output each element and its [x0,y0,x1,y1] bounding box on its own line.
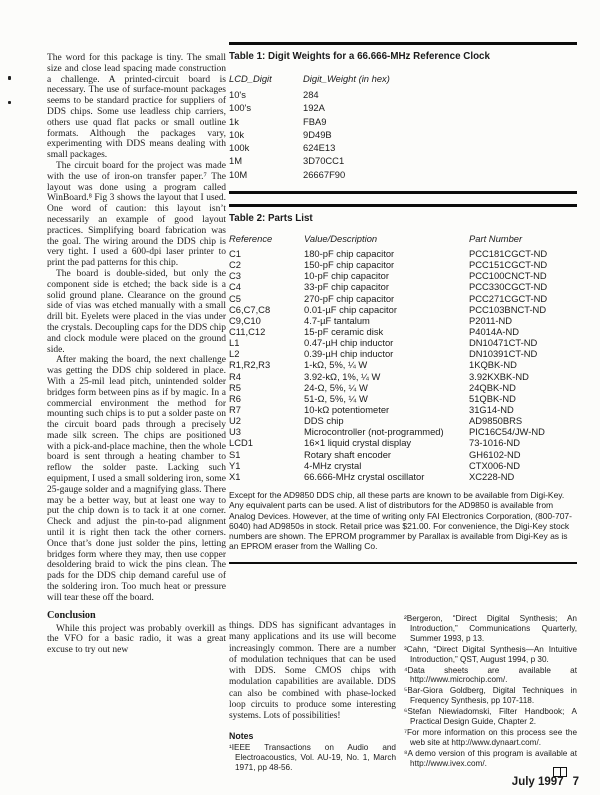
scan-artifact [8,76,11,80]
table-1-body [229,88,577,181]
reference-item: ³Cahn, “Direct Digital Synthesis—An Intuitive Introduction,” QST, August 1994, p 30. [404,644,577,664]
cell-part-number: DN10471CT-ND [469,337,538,349]
cell-reference: C1 [229,248,241,259]
body-paragraph: After making the board, the next challenge was getting the DDS chip soldered in place. With a 25-mil lead pitch, unintended solder bridges form between pins as if by magic. In a commercial environment the method for mounting such chips is to put a solder paste on the circuit board pads through a precisely made silk screen. The chips are positioned with a pick-and-place machine, then the whole board is sent through a heating chamber to reflow the solder paste. Lacking such equipment, I used a small soldering iron, some 25-gauge solder and a magnifying glass. There may be a better way, but at least one way to put the chip down is to tack it at one corner. Check and adjust the pin-to-pad alignment until it is right then tack the other corners. Once that’s done just solder the pins, letting bridges form where they may, then use copper desoldering braid to wick the pins clean. The pads for the DDS chip demand careful use of the soldering iron. Too much heat or pressure will tear these off the board. [47,355,226,603]
cell-part-number: PCC100CNCT-ND [469,270,547,282]
continuation-paragraph: things. DDS has significant advantages in many applications and its use will become increasingly common. There are a number of modulation techniques that can be used with DDS. Some CMOS chips with modulation capabilities are available. DDS can also be combined with phase-locked loop circuits to produce some interesting systems. Lots of possibilities! [229,621,396,722]
table-row [229,326,577,337]
cell-part-number: GH6102-ND [469,448,521,460]
table-2-availability-note: Except for the AD9850 DDS chip, all these parts are known to be available from Digi-Key. Any equivalent parts can be used. A list of distributors for the AD9850 is available from Analog Devices. However, at the time of writing only FAI Electronics Corporation, (800-707-6040) had AD9850s in stock. Retail price was $21.00. For convenience, the Digi-Key stock numbers are shown. The EPROM programmer by Parallax is available from Digi-Key as is an EPROM eraser from the Walling Co. [229,489,572,552]
table-bottom-rule [229,191,577,194]
cell-part-number: 51QBK-ND [469,392,516,404]
cell-value-description: 51-Ω, 5%, ¼ W [304,392,368,404]
table-row [229,359,577,370]
cell-part-number: PCC271CGCT-ND [469,292,548,304]
conclusion-heading: Conclusion [47,609,96,621]
reference-item: ⁸A demo version of this program is available at http://www.ivex.com/. [404,748,577,768]
cell-lcd-digit: 1M [229,155,243,167]
table-row [229,415,577,426]
cell-part-number: 31G14-ND [469,403,514,415]
cell-value-description: 150-pF chip capacitor [304,259,395,271]
table-top-rule [229,204,577,207]
cell-part-number: XC228-ND [469,470,515,482]
cell-lcd-digit: 100's [229,102,252,114]
table-row [229,168,577,181]
cell-value-description: Rotary shaft encoder [304,448,392,460]
table-2-col-header-part-number: Part Number [469,233,523,244]
cell-reference: U2 [229,415,241,427]
table-2-col-header-reference: Reference [229,233,273,244]
body-paragraph: The board is double-sided, but only the component side is etched; the back side is a solid ground plane. Clearance on the ground side of vias was etched manually with a small drill bit. Eyelets were placed in the vias under the crystals. Decoupling caps for the DDS chip and clock module were placed on the ground side. [47,268,226,355]
table-1-digit-weights [229,42,577,194]
table-row [229,141,577,154]
table-row [229,315,577,326]
cell-reference: X1 [229,470,241,482]
table-1-col-header-lcd-digit: LCD_Digit [229,73,272,84]
page-footer [512,776,579,789]
cell-part-number: 24QBK-ND [469,381,516,393]
table-2-col-header-value: Value/Description [304,233,378,244]
cell-value-description: 180-pF chip capacitor [304,248,395,259]
table-row [229,371,577,382]
issue-date: July 1997 [511,776,564,788]
cell-part-number: PCC151CGCT-ND [469,259,548,271]
cell-value-description: 1-kΩ, 5%, ¼ W [304,359,368,371]
table-row [229,248,577,259]
cell-part-number: PIC16C54/JW-ND [469,426,545,438]
cell-reference: L2 [229,348,240,360]
cell-reference: U3 [229,426,241,438]
cell-value-description: DDS chip [304,415,344,427]
cell-lcd-digit: 10M [229,168,248,180]
cell-reference: R6 [229,392,241,404]
cell-value-description: 24-Ω, 5%, ¼ W [304,381,368,393]
cell-part-number: PCC103BNCT-ND [469,303,547,315]
table-row [229,304,577,315]
cell-part-number: 73-1016-ND [469,437,521,449]
cell-reference: C3 [229,270,241,282]
reference-item: ²Bergeron, “Direct Digital Synthesis; An Introduction,” Communications Quarterly, Summer 1993, p 13. [404,614,577,643]
cell-reference: C11,C12 [229,325,266,337]
notes-heading: Notes [229,730,254,741]
table-row [229,337,577,348]
page-number: 7 [572,776,579,788]
cell-part-number: AD9850BRS [469,415,523,427]
cell-lcd-digit: 100k [229,142,250,154]
cell-lcd-digit: 10's [229,89,246,100]
table-row [229,460,577,471]
table-row [229,404,577,415]
table-2-title: Table 2: Parts List [229,213,313,224]
cell-reference: L1 [229,337,240,349]
cell-digit-weight: 192A [303,102,325,114]
cell-value-description: 10-pF chip capacitor [304,270,389,282]
cell-reference: R7 [229,403,241,415]
table-row [229,393,577,404]
table-row [229,471,577,482]
cell-reference: C2 [229,259,241,271]
article-body-column [47,53,226,656]
cell-digit-weight: FBA9 [303,115,327,127]
cell-value-description: 16×1 liquid crystal display [304,437,412,449]
cell-lcd-digit: 1k [229,115,239,127]
table-row [229,154,577,167]
reference-item: ⁵Bar-Giora Goldberg, Digital Techniques in Frequency Synthesis, pp 107-118. [404,686,577,706]
cell-reference: C4 [229,281,241,293]
body-paragraph: The word for this package is tiny. The small size and close lead spacing made construction a challenge. A printed-circuit board is necessary. The use of surface-mount packages seems to be standard practice for suppliers of DDS chips. Some use leadless chip carriers, others use quad flat packs or small outline formats. Although the packages vary, experimenting with DDS means dealing with small packages. [47,53,226,161]
table-row [229,115,577,128]
cell-reference: Y1 [229,459,241,471]
cell-value-description: 66.666-MHz crystal oscillator [304,470,425,482]
table-row [229,281,577,292]
table-row [229,437,577,448]
cell-value-description: 3.92-kΩ, 1%, ¼ W [304,370,381,382]
cell-digit-weight: 3D70CC1 [303,155,345,167]
table-row [229,88,577,101]
cell-reference: S1 [229,448,241,460]
cell-digit-weight: 26667F90 [303,168,346,180]
table-1-title: Table 1: Digit Weights for a 66.666-MHz Reference Clock [229,51,490,62]
reference-item: ⁴Data sheets are available at http://www.microchip.com/. [404,665,577,685]
reference-item: ⁷For more information on this process see the web site at http://www.dynaart.com/. [404,727,577,747]
table-top-rule [229,42,577,45]
cell-reference: LCD1 [229,437,253,449]
scan-artifact [8,101,11,104]
cell-reference: R1,R2,R3 [229,359,271,371]
table-row [229,382,577,393]
cell-part-number: P4014A-ND [469,325,520,337]
cell-part-number: PCC330CGCT-ND [469,281,548,293]
table-row [229,426,577,437]
table-1-col-header-digit-weight: Digit_Weight (in hex) [303,73,390,84]
references-list [404,614,577,769]
body-paragraphs [47,53,226,604]
cell-value-description: 0.39-µH chip inductor [304,348,394,360]
cell-reference: R5 [229,381,241,393]
body-paragraph: The circuit board for the project was made with the use of iron-on transfer paper.⁷ The layout was done using a program called WinBoard.⁸ Fig 3 shows the layout that I used. One word of caution: this layout isn’t necessarily an example of good layout practices. Simplifying board fabrication was the goal. The wiring around the DDS chip is very tight. I used a 600-dpi laser printer to print the pad patterns for this chip. [47,160,226,269]
cell-reference: C6,C7,C8 [229,303,271,315]
table-row [229,293,577,304]
table-2-parts-list [229,204,577,564]
cell-value-description: 33-pF chip capacitor [304,281,389,293]
cell-part-number: DN10391CT-ND [469,348,538,360]
table-row [229,259,577,270]
conclusion-paragraph: While this project was probably overkill as the VFO for a basic radio, it was a great excuse to try out new [47,623,226,656]
cell-value-description: Microcontroller (not-programmed) [304,426,444,438]
notes-list [229,743,396,773]
cell-part-number: 3.92KXBK-ND [469,370,529,382]
table-row [229,101,577,114]
reference-item: ⁶Stefan Niewiadomski, Filter Handbook; A Practical Design Guide, Chapter 2. [404,707,577,727]
table-row [229,128,577,141]
cell-reference: R4 [229,370,241,382]
cell-value-description: 0.01-µF chip capacitor [304,303,397,315]
cell-value-description: 15-pF ceramic disk [304,325,384,337]
table-row [229,449,577,460]
cell-digit-weight: 9D49B [303,128,332,140]
cell-part-number: P2011-ND [469,314,513,326]
cell-reference: C9,C10 [229,314,261,326]
cell-part-number: 1KQBK-ND [469,359,517,371]
table-bottom-rule [229,562,577,565]
table-row [229,348,577,359]
table-2-header-row [229,233,577,244]
cell-value-description: 0.47-µH chip inductor [304,337,394,349]
article-continuation-column [229,621,396,773]
note-item: ¹IEEE Transactions on Audio and Electroacoustics, Vol. AU-19, No. 1, March 1971, pp 48-56. [229,742,396,772]
cell-digit-weight: 624E13 [303,142,336,154]
cell-lcd-digit: 10k [229,128,245,140]
cell-value-description: 4.7-µF tantalum [304,314,370,326]
cell-value-description: 4-MHz crystal [304,459,362,471]
references-column [404,614,577,770]
cell-value-description: 10-kΩ potentiometer [304,403,390,415]
conclusion-paragraphs [47,624,226,656]
cell-part-number: CTX006-ND [469,459,521,471]
cell-digit-weight: 284 [303,89,319,100]
cell-part-number: PCC181CGCT-ND [469,248,548,259]
table-2-body [229,248,577,482]
table-row [229,270,577,281]
cell-reference: C5 [229,292,241,304]
table-1-header-row [229,73,577,84]
cell-value-description: 270-pF chip capacitor [304,292,395,304]
